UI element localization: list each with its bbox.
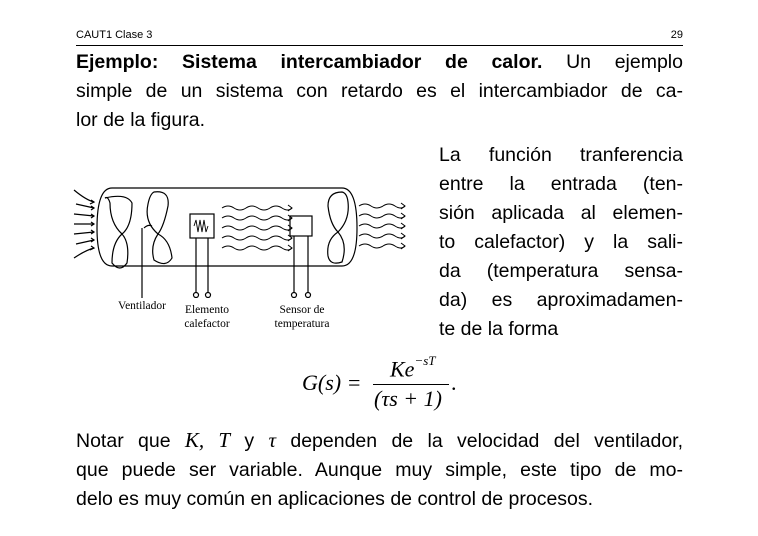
heater-box [190, 214, 214, 238]
sensor-label [262, 303, 342, 331]
note-line-2: que puede ser variable. Aunque muy simple, este tipo de mo- [76, 459, 683, 481]
note-line-1 [76, 426, 683, 456]
desc-line-7: te de la forma [439, 318, 559, 340]
formula-num-base: Ke [390, 356, 415, 382]
inlet-airflow-arrows [74, 190, 94, 258]
example-line1-rest: Un ejemplo [542, 51, 683, 73]
formula-numerator [390, 353, 436, 382]
page-number: 29 [670, 29, 683, 41]
heater-label [167, 303, 247, 331]
formula-lhs: G(s) = [302, 370, 362, 395]
fan-label: Ventilador [118, 300, 166, 312]
sensor-box [290, 216, 312, 236]
example-paragraph [76, 48, 683, 135]
outlet-airflow-lines [359, 203, 405, 249]
left-baffle-shape [105, 196, 132, 268]
header-rule [76, 45, 683, 46]
header-left: CAUT1 Clase 3 [76, 29, 153, 41]
example-line-2: simple de un sistema con retardo es el intercambiador de ca- [76, 80, 683, 102]
desc-line-1: La función tranferencia [439, 144, 683, 166]
example-line-1 [76, 48, 683, 77]
note-vars-kt: K, T [184, 428, 231, 452]
formula-period: . [451, 370, 457, 395]
heater-label-line-2: calefactor [184, 318, 230, 330]
heated-airflow-lines [222, 205, 292, 251]
note-line-3: delo es muy común en aplicaciones de control de procesos. [76, 488, 594, 510]
fraction-bar [373, 384, 449, 385]
desc-line-4: to calefactor) y la sali- [439, 231, 683, 253]
note-text-c: dependen de la velocidad del ventilador, [276, 430, 684, 452]
heat-exchanger-figure [72, 178, 422, 343]
exchanger-tube [97, 188, 357, 266]
right-baffle-shape [328, 192, 349, 263]
transfer-description [439, 141, 683, 344]
heater-label-line-1: Elemento [184, 304, 230, 316]
example-line-3: lor de la figura. [76, 109, 205, 131]
heat-exchanger-diagram [72, 178, 422, 298]
desc-line-3: sión aplicada al elemen- [439, 202, 683, 224]
example-title: Ejemplo: Sistema intercambiador de calor. [76, 51, 543, 73]
note-text-b: y [230, 430, 269, 452]
note-var-tau: τ [268, 428, 277, 452]
sensor-label-line-2: temperatura [274, 318, 330, 330]
sensor-label-line-1: Sensor de [279, 304, 325, 316]
desc-line-2: entre la entrada (ten- [439, 173, 683, 195]
note-text-a: Notar que [76, 430, 185, 452]
fan-shape [147, 192, 172, 264]
transfer-function-formula [302, 353, 492, 416]
note-paragraph [76, 426, 683, 514]
formula-exponent: −sT [414, 353, 436, 368]
desc-line-5: da (temperatura sensa- [439, 260, 683, 282]
formula-denominator: (τs + 1) [374, 386, 442, 411]
heater-coil [194, 220, 208, 232]
desc-line-6: da) es aproximadamen- [439, 289, 683, 311]
